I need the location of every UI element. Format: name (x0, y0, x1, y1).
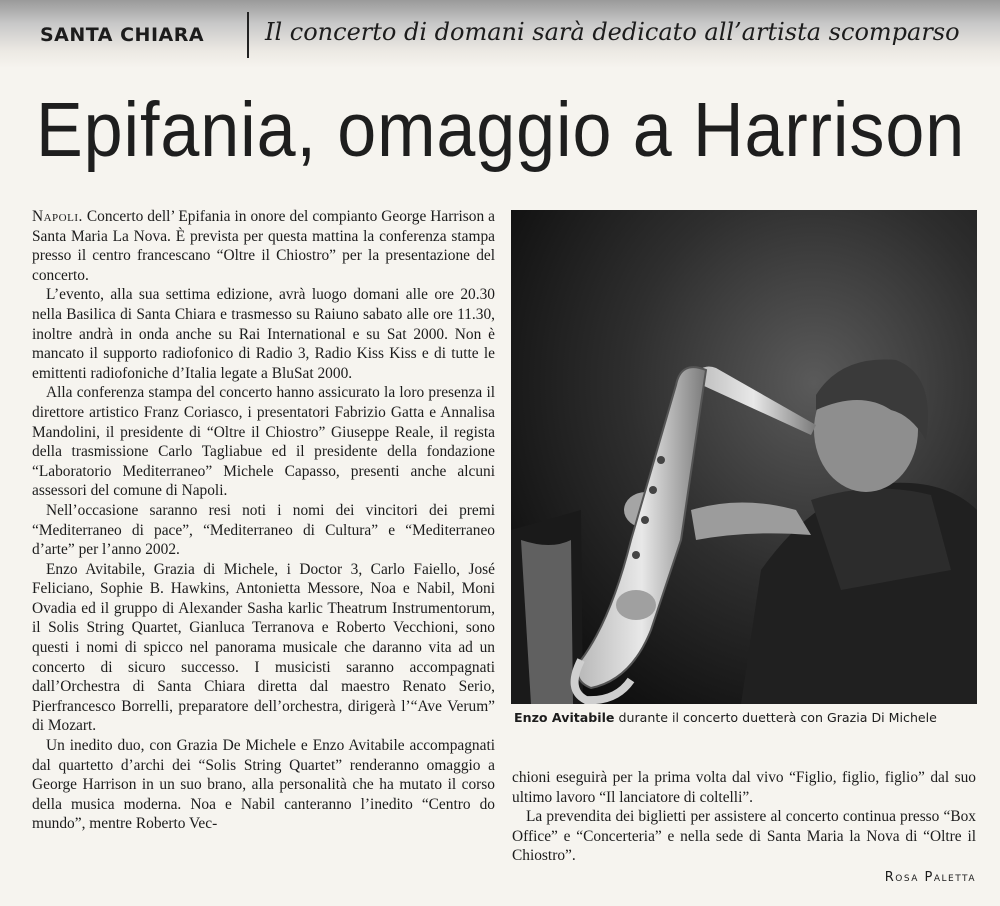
subheadline: Il concerto di domani sarà dedicato all’artista scomparso (265, 18, 960, 46)
article-paragraph: La prevendita dei biglietti per assistere al concerto continua presso “Box Office” e “Concerteria” e nella sede di Santa Maria la Nova di “Oltre il Chiostro”. (512, 808, 976, 865)
paragraph-text: Concerto dell’ Epifania in onore del compianto George Harrison a Santa Maria La Nova. È prevista per questa mattina la conferenza stampa presso il centro francescano “Oltre il Chiostro” per la presentazione del concerto. (32, 208, 495, 284)
article-paragraph: Enzo Avitabile, Grazia di Michele, i Doctor 3, Carlo Faiello, José Feliciano, Sophie B. Hawkins, Antonietta Messore, Noa e Nabil, Moni Ovadia ed il gruppo di Alexander Sasha karlic Theatrum Instrumentorum, il Solis String Quartet, Gianluca Terranova e Roberto Vecchioni, sono questi i nomi di spicco nel panorama musicale che daranno vita ad un concerto di sicuro successo. I musicisti saranno accompagnati dall’Orchestra di Santa Chiara diretta dal maestro Renato Serio, Pierfrancesco Borrelli, preparatore dell’orchestra, dirigerà l’“Ave Verum” di Mozart. (32, 560, 495, 735)
headline: Epifania, omaggio a Harrison (36, 87, 966, 173)
article-paragraph (32, 207, 495, 285)
photo-saxophonist (511, 210, 977, 704)
article-column-right (512, 768, 976, 866)
saxophonist-illustration (511, 210, 977, 704)
caption-name: Enzo Avitabile (514, 710, 615, 725)
article-paragraph: Alla conferenza stampa del concerto hanno assicurato la loro presenza il direttore artistico Franz Coriasco, i presentatori Fabrizio Gatta e Annalisa Mandolini, il presidente di “Oltre il Chiostro” Giuseppe Reale, il regista della trasmissione Carlo Tagliabue ed il presidente della fondazione “Laboratorio Mediterraneo” Michele Capasso, presenti anche alcuni assessori del comune di Napoli. (32, 384, 495, 500)
article-paragraph: chioni eseguirà per la prima volta dal vivo “Figlio, figlio, figlio” dal suo ultimo lavoro “Il lanciatore di coltelli”. (512, 769, 976, 806)
article-paragraph: L’evento, alla sua settima edizione, avrà luogo domani alle ore 20.30 nella Basilica di Santa Chiara e trasmesso su Raiuno sabato alle ore 11.30, inoltre andrà in onda anche su Rai International e su Sat 2000. Non è mancato il supporto radiofonico di Radio 3, Radio Kiss Kiss e di tutte le emittenti radiofoniche d’Italia legate a BluSat 2000. (32, 286, 495, 382)
caption-text: durante il concerto duetterà con Grazia Di Michele (614, 710, 937, 725)
article-paragraph: Un inedito duo, con Grazia De Michele e Enzo Avitabile accompagnati dal quartetto d’archi dei “Solis String Quartet” renderanno omaggio a George Harrison in un suo brano, alla personalità che ha mutato il corso della musica moderna. Noa e Nabil canteranno l’inedito “Centro do mundo”, mentre Roberto Vec- (32, 737, 495, 833)
article-paragraph: Nell’occasione saranno resi noti i nomi dei vincitori dei premi “Mediterraneo di pace”, “Mediterraneo di Cultura” e “Mediterraneo d’arte” per l’anno 2002. (32, 501, 495, 559)
kicker-divider (247, 12, 249, 58)
photo-caption (514, 710, 937, 725)
author-byline: Rosa Paletta (884, 870, 976, 885)
section-kicker: SANTA CHIARA (40, 24, 205, 46)
dateline-city: Napoli. (32, 208, 83, 225)
article-column-left (32, 207, 495, 834)
